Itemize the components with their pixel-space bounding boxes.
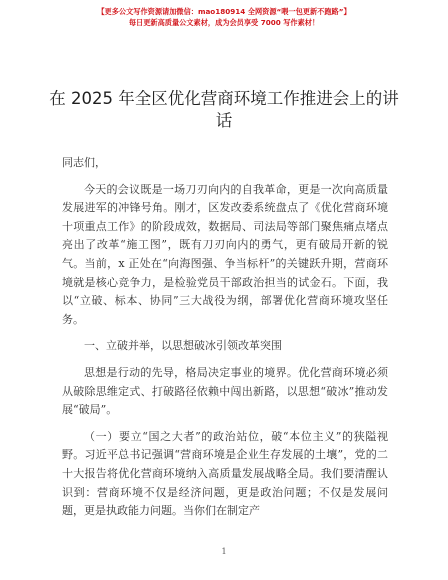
document-body <box>62 154 388 521</box>
salutation: 同志们， <box>62 156 106 169</box>
document-title: 在 2025 年全区优化营商环境工作推进会上的讲话 <box>49 89 399 130</box>
page-number: 1 <box>221 547 227 556</box>
paragraph-intro: 今天的会议既是一场刀刃向内的自我革命，更是一次向高质量发展进军的冲锋号角。刚才，区发改委系统盘点了《优化营商环境十项重点工作》的阶段成效，数据局、司法局等部门聚焦痛点堵点亮出了改革“施工图”，既有刀刃向内的勇气，更有破局开新的锐气。当前，x 正处在“向海图强、争当标杆”的关键跃升期，营商环境就是核心竞争力，是检验党员干部政治担当的试金石。下面，我以“立破、标本、协同”三大战役为纲，部署优化营商环境攻坚任务。 <box>62 182 388 326</box>
paragraph-subsection-1: （一）要立“国之大者”的政治站位，破“本位主义”的狭隘视野。习近平总书记强调“营商环境是企业生存发展的土壤”，党的二十大报告将优化营商环境纳入高质量发展战略全局。我们要清醒认识到：营商环境不仅是经济问题，更是政治问题；不仅是发展问题，更是执政能力问题。当你们在制定产 <box>62 429 388 518</box>
banner-line-2: 每日更新高质量公文素材，成为会员享受 7000 写作素材！ <box>128 18 320 27</box>
section-heading-1: 一、立破并举，以思想破冰引领改革突围 <box>84 339 282 353</box>
banner-line-1: 【更多公文写作资源请加微信：mao180914 全网资源“喂一包更新不跑路”】 <box>97 7 351 16</box>
paragraph-section-1: 思想是行动的先导，格局决定事业的境界。优化营商环境必须从破除思维定式、打破路径依赖中闯出新路，以思想“破冰”推动发展“破局”。 <box>62 365 388 417</box>
promo-banner <box>0 6 448 28</box>
